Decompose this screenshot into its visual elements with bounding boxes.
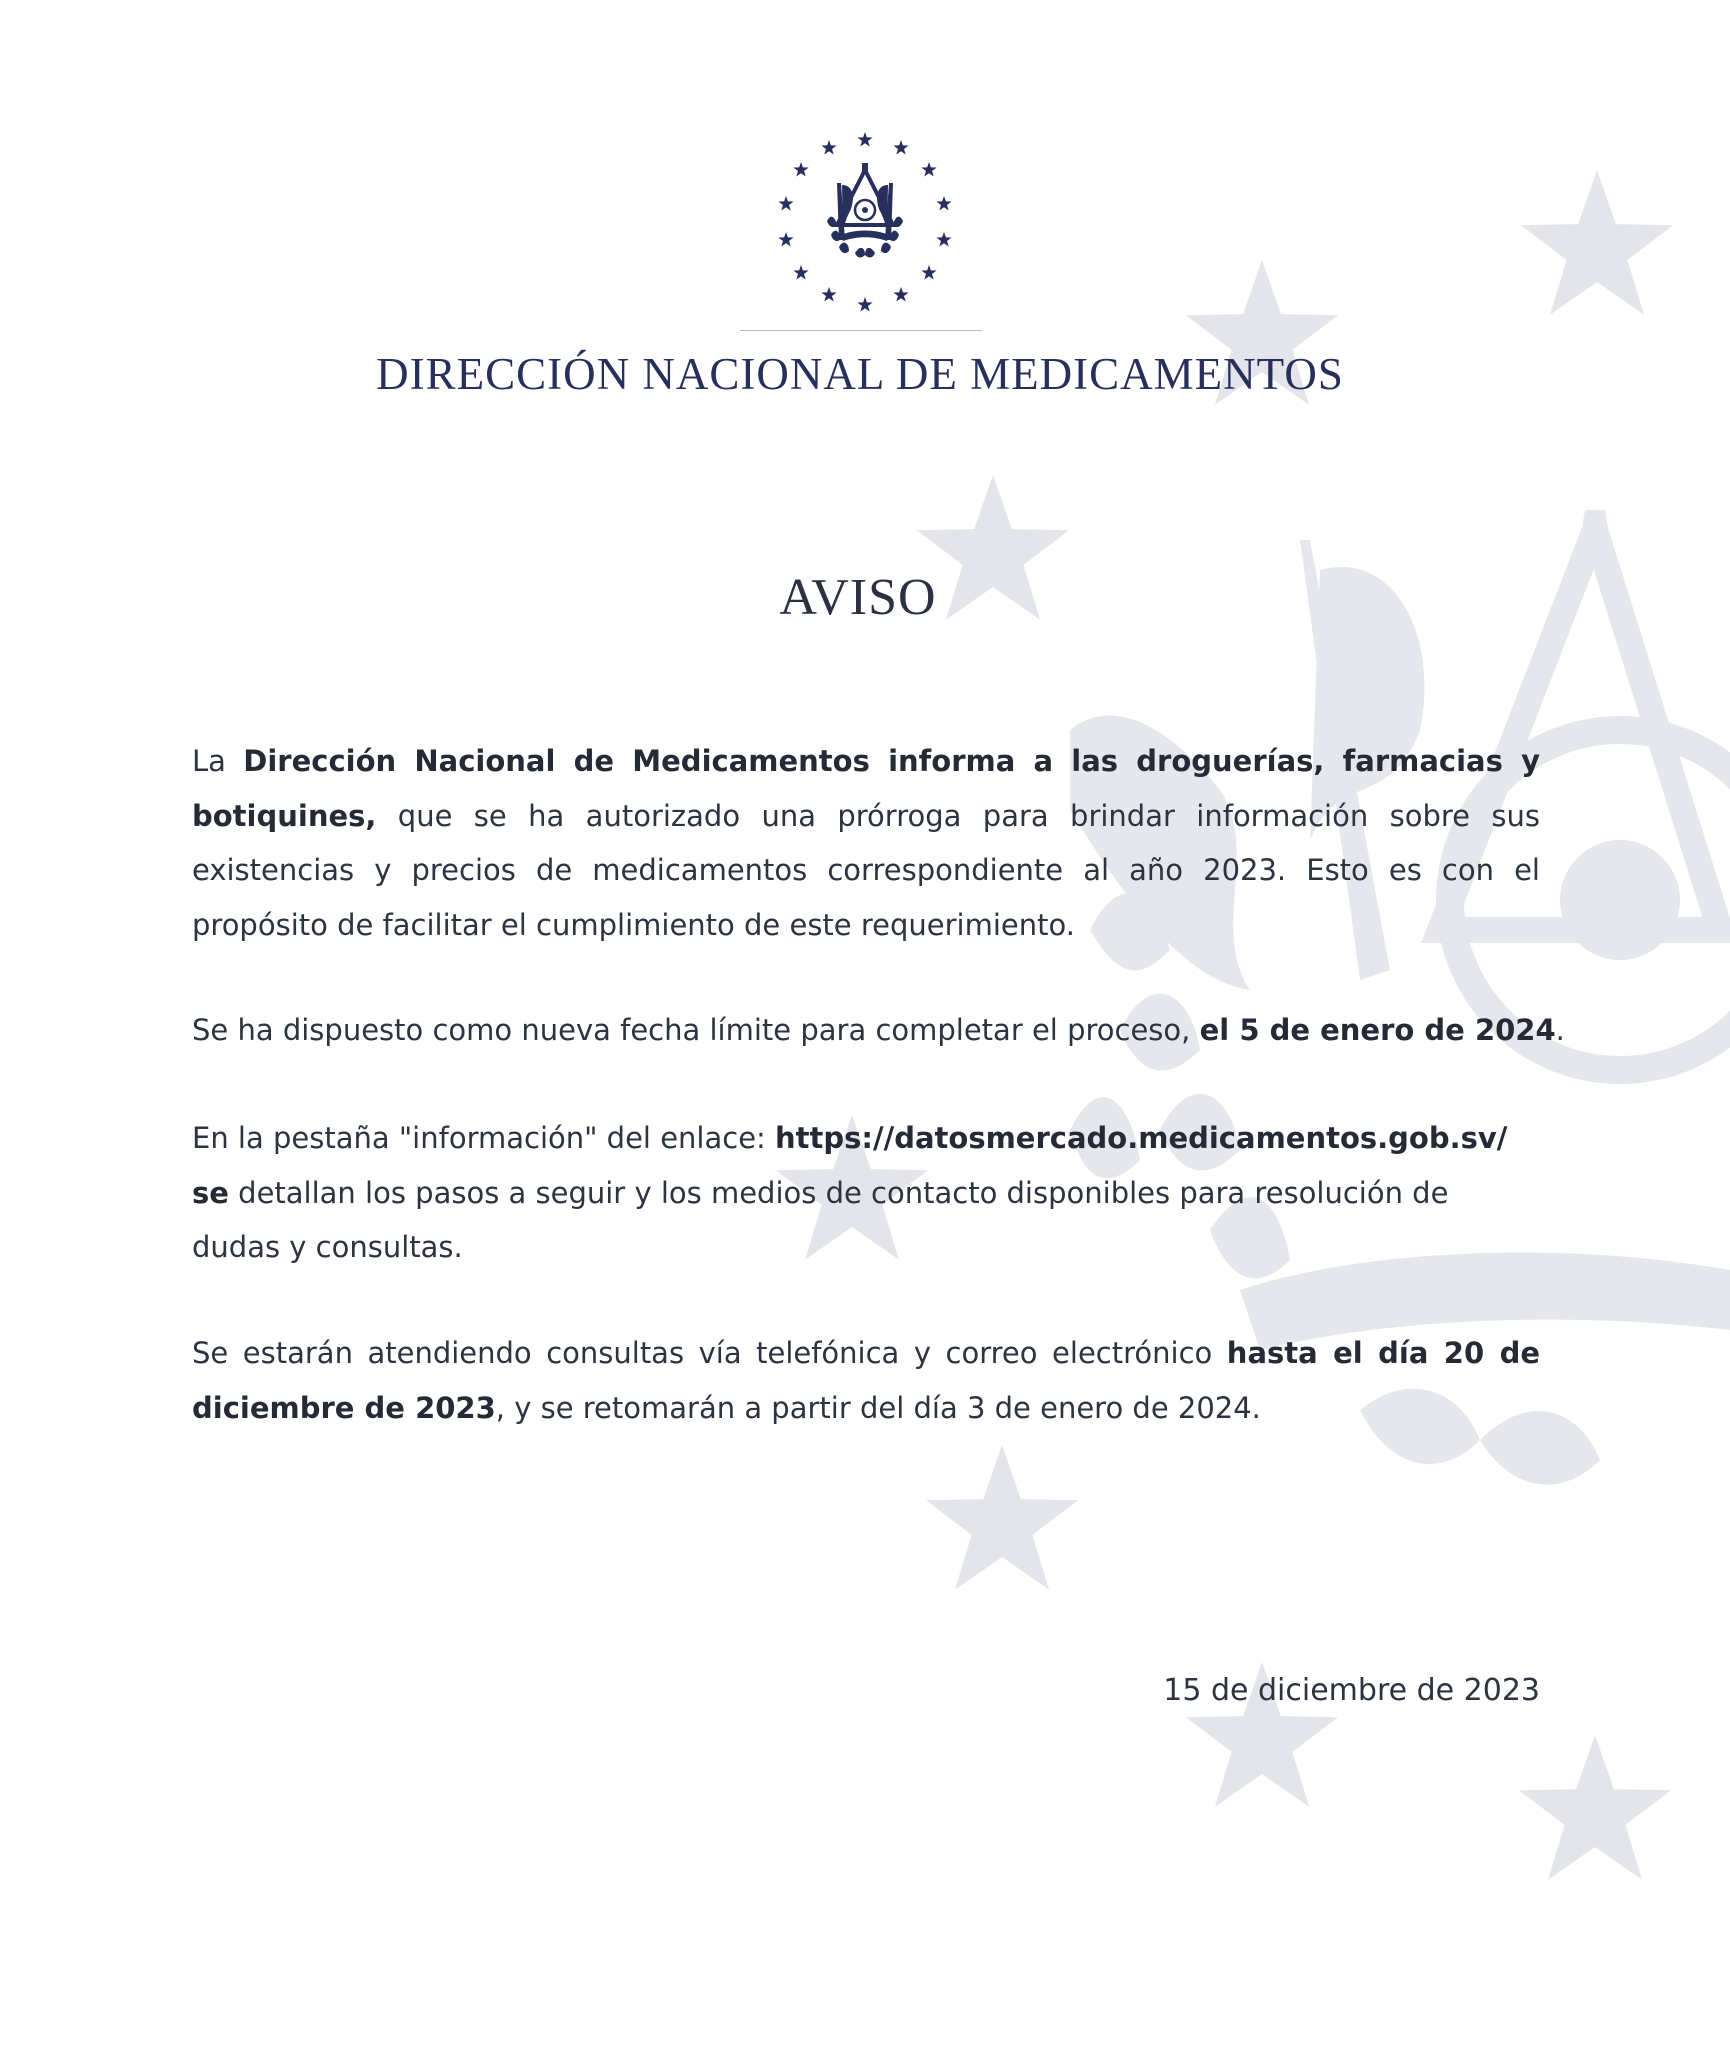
notice-paragraph-1: La Dirección Nacional de Medicamentos informa a las droguerías, farmacias y botiquines, que se ha autorizado una prórroga para brindar información sobre sus existencias y precios de medicamentos correspondiente al año 2023. Esto es con el propósito de facilitar el cumplimiento de este requerimiento. <box>192 744 1540 942</box>
notice-paragraph-4: Se estarán atendiendo consultas vía telefónica y correo electrónico hasta el día 20 de diciembre de 2023, y se retomarán a partir del día 3 de enero de 2024. <box>192 1336 1540 1425</box>
organization-name: DIRECCIÓN NACIONAL DE MEDICAMENTOS <box>376 349 1344 399</box>
coat-of-arms-icon <box>765 125 965 325</box>
notice-paragraph-2: Se ha dispuesto como nueva fecha límite para completar el proceso, el 5 de enero de 2024. <box>192 1013 1565 1047</box>
watermark-star-icon <box>1521 170 1673 315</box>
portal-link[interactable]: https://datosmercado.medicamentos.gob.sv/ se <box>192 1121 1508 1210</box>
notice-date: 15 de diciembre de 2023 <box>1163 1673 1540 1708</box>
notice-title: AVISO <box>779 569 937 626</box>
header-divider <box>740 330 982 331</box>
notice-paragraph-3: En la pestaña "información" del enlace: https://datosmercado.medicamentos.gob.sv/ se detallan los pasos a seguir y los medios de contacto disponibles para resolución de dudas y consultas. <box>192 1121 1508 1264</box>
watermark-star-icon <box>926 1445 1078 1590</box>
watermark-star-icon <box>1519 1735 1671 1880</box>
